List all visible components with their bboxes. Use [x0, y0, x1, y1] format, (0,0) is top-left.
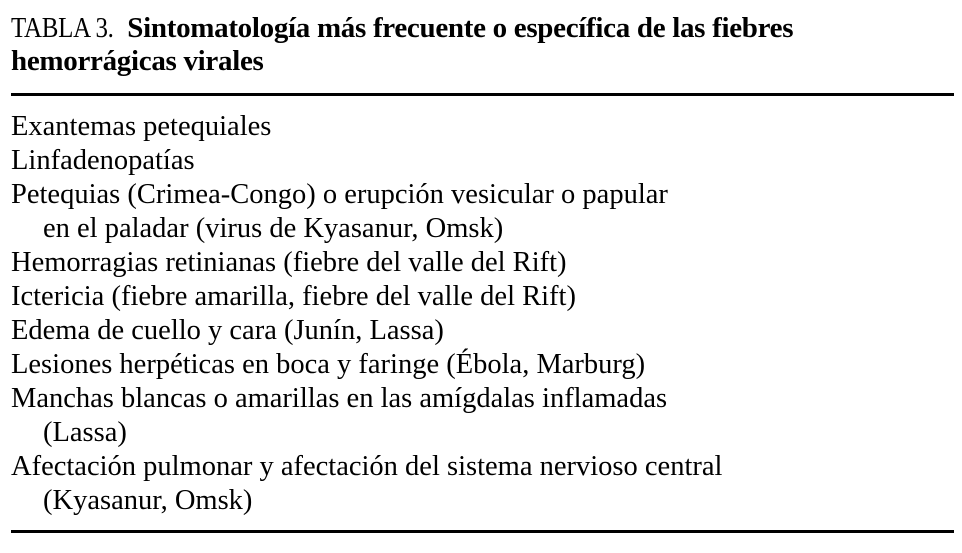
list-item: [11, 144, 954, 178]
symptom-table: [11, 12, 954, 533]
list-item-text: Linfadenopatías: [11, 145, 195, 176]
symptom-list: [11, 110, 954, 518]
top-rule: [11, 93, 954, 96]
bottom-rule: [11, 530, 954, 533]
table-title-line1: Sintomatología más frecuente o específica de las fiebres: [127, 12, 794, 44]
list-item-text: Afectación pulmonar y afectación del sistema nervioso central: [11, 451, 723, 482]
list-item: [11, 110, 954, 144]
table-title-line2: hemorrágicas virales: [11, 45, 264, 77]
table-title: [11, 12, 954, 78]
list-item: [11, 450, 954, 518]
list-item-text: Petequias (Crimea-Congo) o erupción vesicular o papular: [11, 179, 668, 210]
list-item: [11, 280, 954, 314]
list-item-text: Hemorragias retinianas (fiebre del valle del Rift): [11, 247, 567, 278]
list-item: [11, 178, 954, 246]
list-item: [11, 246, 954, 280]
list-item-text: Exantemas petequiales: [11, 111, 272, 142]
table-label: TABLA 3.: [11, 12, 114, 44]
list-item-text: Ictericia (fiebre amarilla, fiebre del valle del Rift): [11, 281, 576, 312]
list-item: [11, 348, 954, 382]
list-item-text: Manchas blancas o amarillas en las amígdalas inflamadas: [11, 383, 668, 414]
list-item-continuation: en el paladar (virus de Kyasanur, Omsk): [43, 213, 504, 244]
list-item: [11, 382, 954, 450]
list-item-continuation: (Kyasanur, Omsk): [43, 485, 253, 516]
list-item-text: Lesiones herpéticas en boca y faringe (Ébola, Marburg): [11, 349, 646, 380]
list-item-continuation: (Lassa): [43, 417, 127, 448]
list-item-text: Edema de cuello y cara (Junín, Lassa): [11, 315, 444, 346]
list-item: [11, 314, 954, 348]
